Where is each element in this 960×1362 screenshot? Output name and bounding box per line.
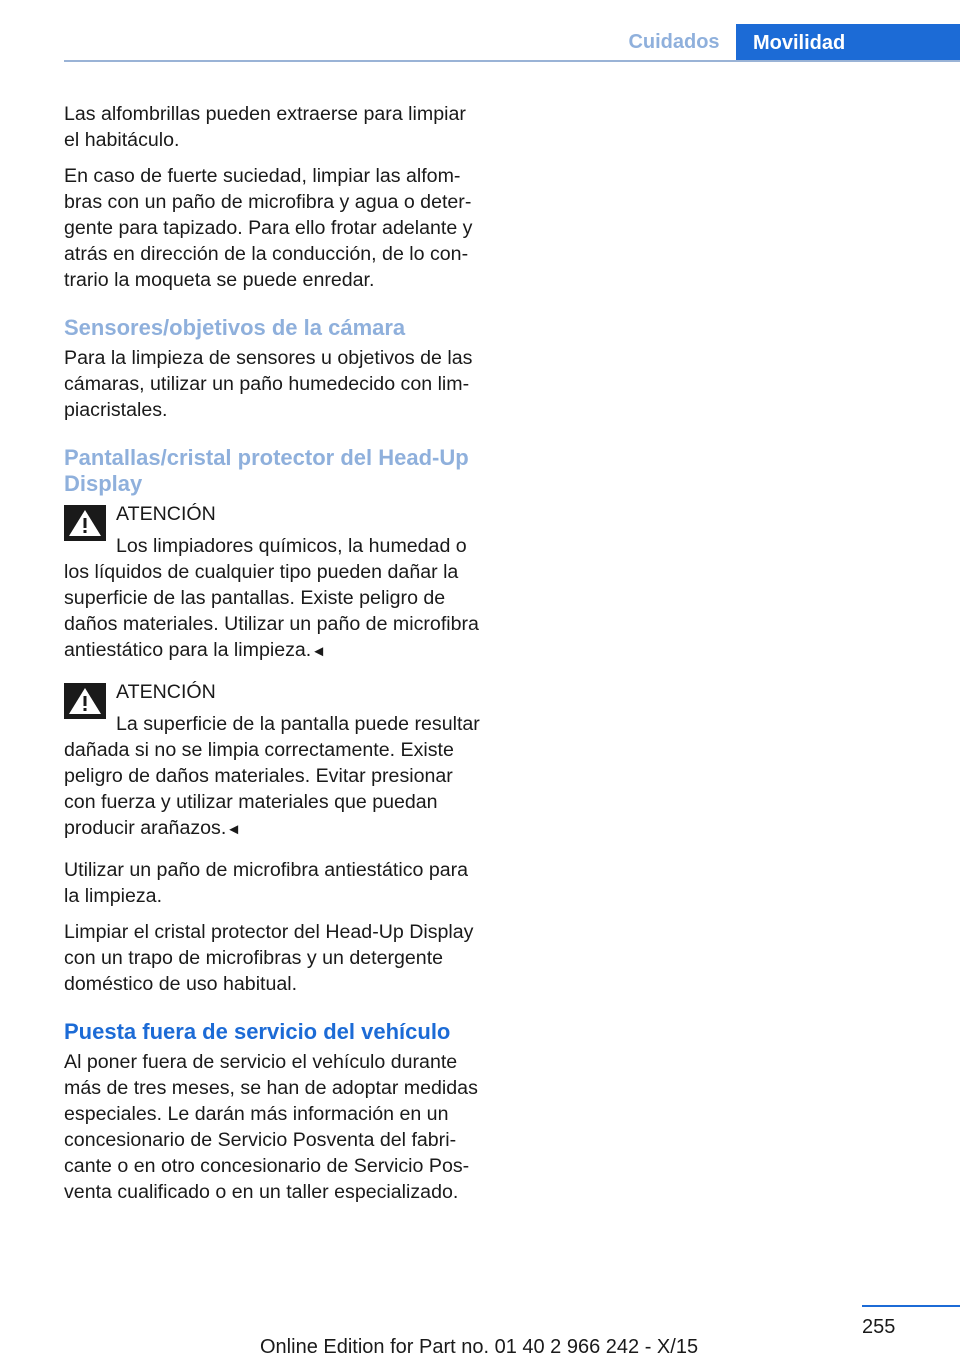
paragraph-puesta-fuera: Al poner fuera de servicio el vehículo durante más de tres meses, se han de adoptar medidas especiales. Le darán más información en un concesionario de Servicio Posventa del fabricante o en otro concesionario de Servicio Posventa cualificado o en un taller especializado. <box>64 1051 478 1203</box>
tab-cuidados[interactable]: Cuidados <box>628 30 720 53</box>
warning-block-1 <box>64 501 484 665</box>
heading-puesta-fuera: Puesta fuera de servicio del vehículo <box>64 1019 451 1044</box>
warning-text: La superficie de la pantalla puede resultar dañada si no se limpia correctamente. Existe peligro de daños materiales. Evitar presionar con fuerza y utilizar materiales que puedan producir arañazos. <box>64 713 480 839</box>
warning-block-2 <box>64 679 484 843</box>
paragraph-sensores: Para la limpieza de sensores u objetivos de las cámaras, utilizar un paño humedecido con limpiacristales. <box>64 347 473 421</box>
paragraph-head-up: Limpiar el cristal protector del Head-Up Display con un trapo de microfibras y un detergente doméstico de uso habitual. <box>64 921 474 995</box>
tab-movilidad[interactable]: Movilidad <box>736 24 960 62</box>
header-divider <box>64 60 960 62</box>
heading-pantallas: Pantallas/cristal protector del Head-Up Display <box>64 445 469 496</box>
warning-triangle-icon <box>64 505 106 541</box>
end-mark-icon: ◄ <box>311 643 327 660</box>
heading-sensores: Sensores/objetivos de la cámara <box>64 315 406 340</box>
end-mark-icon: ◄ <box>226 821 242 838</box>
warning-text: Los limpiadores químicos, la humedad o los líquidos de cualquier tipo pueden dañar la superficie de las pantallas. Existe peligro de daños materiales. Utilizar un paño de microfibra antiestático para la limpieza. <box>64 535 479 661</box>
paragraph-suciedad: En caso de fuerte suciedad, limpiar las alfombras con un paño de microfibra y agua o detergente para tapizado. Para ello frotar adelante y atrás en dirección de la conducción, de lo contrario la moqueta se puede enredar. <box>64 165 473 291</box>
footer-edition: Online Edition for Part no. 01 40 2 966 242 - X/15 <box>260 1336 699 1358</box>
warning-title: ATENCIÓN <box>116 681 216 703</box>
page-number: 255 <box>862 1316 896 1338</box>
paragraph-microfibra: Utilizar un paño de microfibra antiestático para la limpieza. <box>64 859 469 907</box>
main-column <box>64 101 484 1215</box>
paragraph-alfombrillas: Las alfombrillas pueden extraerse para limpiar el habitáculo. <box>64 103 466 151</box>
warning-title: ATENCIÓN <box>116 503 216 525</box>
footer-divider <box>862 1305 960 1307</box>
warning-triangle-icon <box>64 683 106 719</box>
